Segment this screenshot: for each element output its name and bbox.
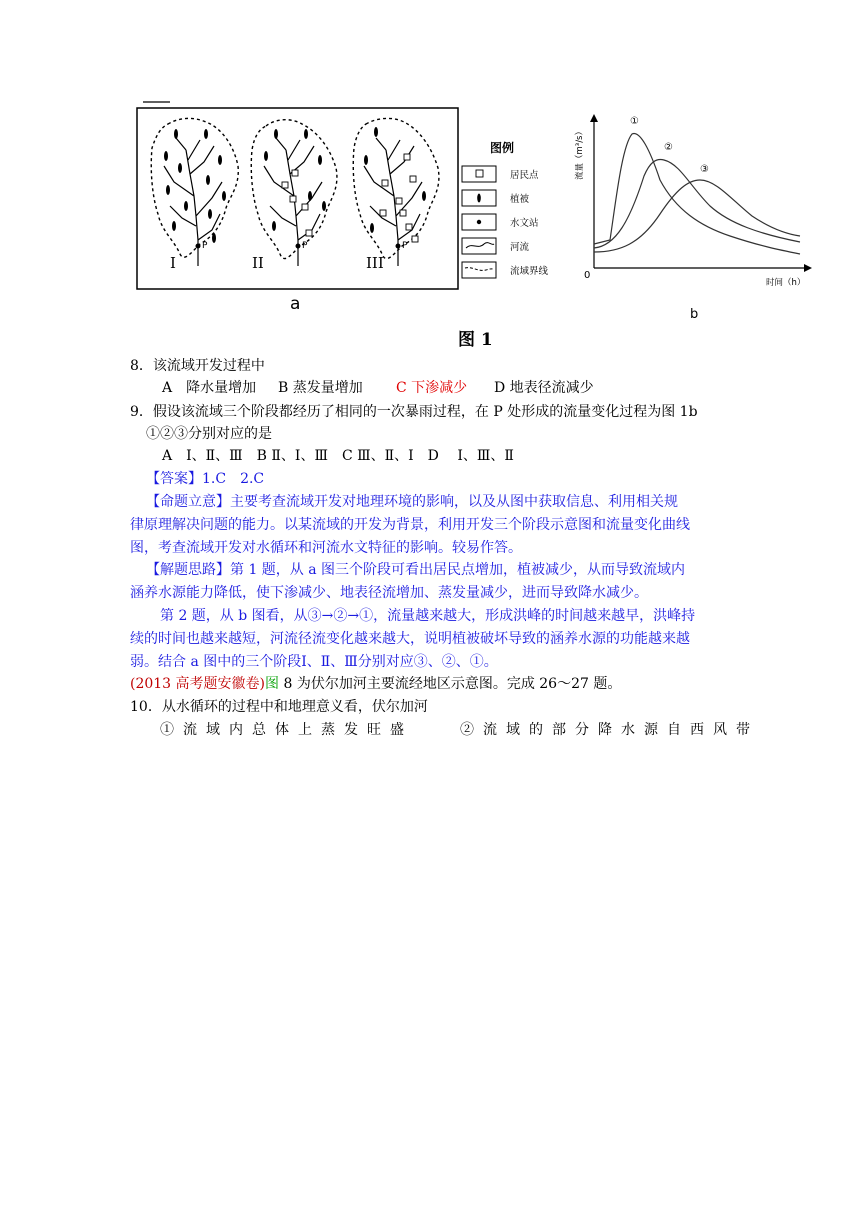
x-axis-arrow <box>804 264 812 272</box>
q9-stem-line1: 9．假设该流域三个阶段都经历了相同的一次暴雨过程，在 P 处形成的流量变化过程为图 1b <box>130 404 698 420</box>
map-legend <box>462 140 549 278</box>
curve-2-label: ② <box>664 142 673 153</box>
intent-line-1: 【命题立意】主要考查流域开发对地理环境的影响，以及从图中获取信息、利用相关规 <box>146 494 678 510</box>
point-p-label-3: P <box>402 241 408 251</box>
hydro-station-icon <box>477 220 481 224</box>
legend-boundary-label: 流域界线 <box>510 266 549 277</box>
q10-stem: 10．从水循环的过程中和地理意义看，伏尔加河 <box>130 699 428 715</box>
source-rest: 8 为伏尔加河主要流经地区示意图。完成 26～27 题。 <box>279 676 622 692</box>
q9-options: A Ⅰ、Ⅱ、Ⅲ B Ⅱ、Ⅰ、Ⅲ C Ⅲ、Ⅱ、Ⅰ D Ⅰ、Ⅲ、Ⅱ <box>162 448 514 464</box>
legend-boundary-box <box>462 262 496 278</box>
legend-vegetation-label: 植被 <box>510 194 530 205</box>
legend-station-label: 水文站 <box>510 218 539 229</box>
approach-line-3: 第 2 题，从 b 图看，从③→②→①，流量越来越大，形成洪峰的时间越来越早，洪峰持 <box>160 608 696 624</box>
approach-line-2: 涵养水源能力降低，使下渗减少、地表径流增加、蒸发量减少，进而导致降水减少。 <box>130 585 648 601</box>
q8-option-c: C 下渗减少 <box>396 380 468 396</box>
point-p-label-2: P <box>302 241 308 251</box>
approach-line-1: 【解题思路】第 1 题，从 a 图三个阶段可看出居民点增加，植被减少，从而导致流域内 <box>146 562 686 578</box>
legend-title: 图例 <box>490 141 515 155</box>
source-line <box>130 674 621 694</box>
q8-option-d: D 地表径流减少 <box>494 380 594 396</box>
settlement-icon <box>476 170 483 177</box>
intent-line-3: 图，考查流域开发对水循环和河流水文特征的影响。较易作答。 <box>130 540 522 556</box>
curve-3-label: ③ <box>700 164 709 175</box>
q9-stem-line2: ①②③分别对应的是 <box>146 426 272 442</box>
y-axis-arrow <box>590 114 598 122</box>
y-axis-label: 流量（m³/s） <box>575 127 585 180</box>
basin-stage-2 <box>251 120 337 272</box>
figure-caption: 图 1 <box>458 330 493 350</box>
q8-stem: 8．该流域开发过程中 <box>130 358 265 374</box>
basin-stage-1 <box>151 118 238 272</box>
curve-1-label: ① <box>630 116 639 127</box>
basin-stage-3 <box>353 118 439 272</box>
origin-label: 0 <box>584 270 591 281</box>
legend-river-label: 河流 <box>510 242 530 253</box>
panel-a-label: a <box>290 294 301 314</box>
panel-b-label: b <box>690 307 699 320</box>
approach-line-4: 续的时间也越来越短，河流径流变化越来越大，说明植被破坏导致的涵养水源的功能越来越 <box>130 631 690 647</box>
source-figure-ref: 图 <box>265 676 280 692</box>
q8-option-b: B 蒸发量增加 <box>278 380 363 396</box>
stage-label-2: II <box>252 254 264 272</box>
x-axis-label: 时间（h） <box>766 278 806 288</box>
q10-option-2: ②流域的部分降水源自西风带 <box>460 722 759 738</box>
answer-line: 【答案】1.C 2.C <box>146 471 265 487</box>
curve-2 <box>594 160 800 248</box>
basin-map-figure <box>0 0 860 320</box>
legend-settlement-label: 居民点 <box>510 170 539 181</box>
hydrograph-figure <box>574 114 812 320</box>
point-p-label-1: P <box>202 241 208 251</box>
curve-1 <box>594 133 800 254</box>
river-icon <box>466 243 494 248</box>
q8-option-a: A 降水量增加 <box>162 380 257 396</box>
boundary-icon <box>465 268 494 271</box>
stage-label-3: III <box>366 254 384 272</box>
intent-line-2: 律原理解决问题的能力。以某流域的开发为背景，利用开发三个阶段示意图和流量变化曲线 <box>130 517 690 533</box>
vegetation-icon <box>477 194 481 203</box>
source-tag: (2013 高考题安徽卷) <box>130 676 266 692</box>
stage-label-1: I <box>170 254 176 272</box>
q10-option-1: ①流域内总体上蒸发旺盛 <box>160 722 413 738</box>
approach-line-5: 弱。结合 a 图中的三个阶段Ⅰ、Ⅱ、Ⅲ分别对应③、②、①。 <box>130 654 498 670</box>
